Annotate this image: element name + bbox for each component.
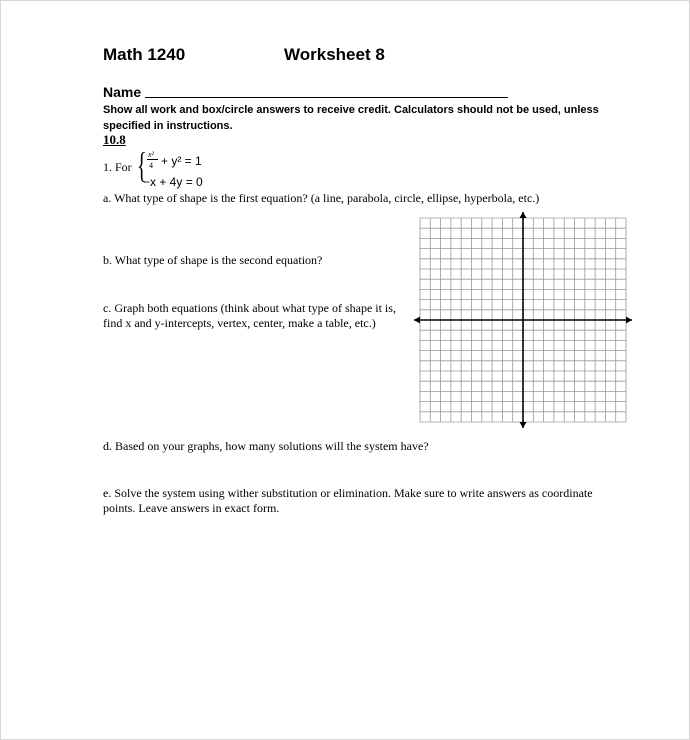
name-label: Name [103,84,142,100]
question-d: d. Based on your graphs, how many solutions will the system have? [103,439,429,453]
problem-number: 1. For [103,160,132,174]
question-c: c. Graph both equations (think about what type of shape it is, find x and y-intercepts, vertex, center, make a table, etc.) [103,301,396,330]
question-a: a. What type of shape is the first equation? (a line, parabola, circle, ellipse, hyperbola, etc.) [103,191,540,205]
equation-1: + y² = 1 [161,154,202,168]
instructions-text: Show all work and box/circle answers to receive credit. Calculators should not be used, unless specified in instructions. [103,104,599,132]
system-brace-icon: { [137,145,147,185]
eq1-fraction-numerator: x² [148,150,154,159]
eq1-fraction-denominator: 4 [149,161,153,170]
question-b: b. What type of shape is the second equation? [103,253,323,267]
x-axis-arrow-right-icon [626,317,632,324]
y-axis-arrow-up-icon [520,212,527,218]
question-e: e. Solve the system using wither substitution or elimination. Make sure to write answers as coordinate points. Leave answers in exact form. [103,486,593,515]
eq1-fraction-bar [147,159,158,160]
equation-2: −x + 4y = 0 [143,175,203,189]
section-number: 10.8 [103,132,126,147]
name-blank-line[interactable] [145,97,508,98]
course-title: Math 1240 [103,45,186,64]
worksheet-title: Worksheet 8 [284,45,385,64]
coordinate-grid[interactable] [414,212,632,428]
x-axis-arrow-left-icon [414,317,420,324]
y-axis-arrow-down-icon [520,422,527,428]
